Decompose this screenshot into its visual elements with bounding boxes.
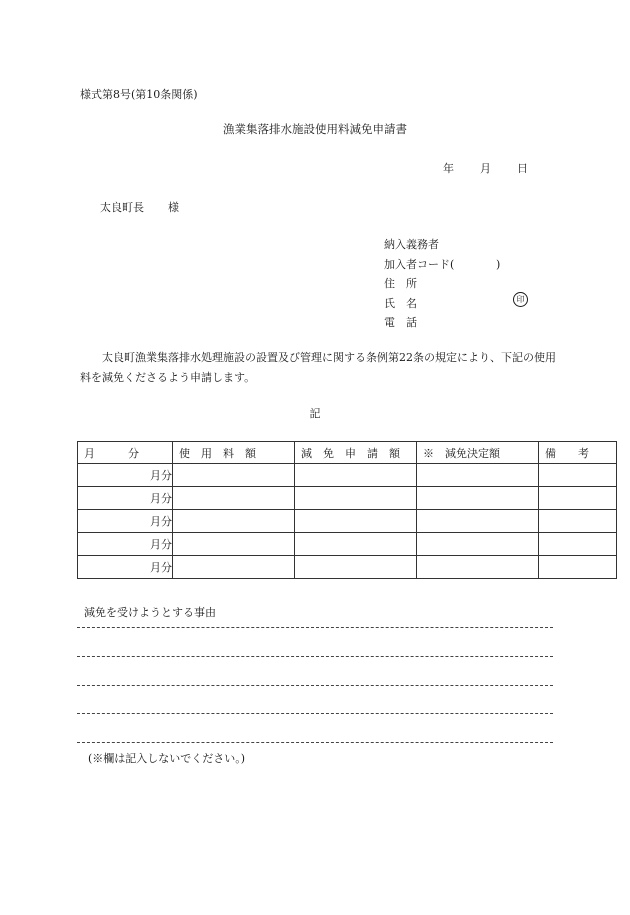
month-cell[interactable]: 月分: [78, 487, 173, 510]
addressee-name: 太良町長: [100, 201, 144, 214]
remarks-cell[interactable]: [539, 510, 617, 533]
reason-line-1[interactable]: [77, 627, 553, 628]
usage-fee-cell[interactable]: [173, 556, 295, 579]
reason-line-5[interactable]: [77, 742, 553, 743]
addressee-honorific: 様: [168, 201, 179, 214]
header-usage-fee: 使 用 料 額: [173, 442, 295, 464]
reduction-decision-cell[interactable]: [417, 464, 539, 487]
reduction-request-cell[interactable]: [295, 556, 417, 579]
header-reduction-decision: ※ 減免決定額: [417, 442, 539, 464]
header-remarks: 備 考: [539, 442, 617, 464]
month-cell[interactable]: 月分: [78, 556, 173, 579]
applicant-code-row[interactable]: [384, 255, 501, 275]
table-row: [78, 510, 617, 533]
reason-line-2[interactable]: [77, 656, 553, 657]
form-number: 様式第8号(第10条関係): [80, 88, 198, 101]
date-year-label: 年: [443, 162, 454, 175]
usage-fee-cell[interactable]: [173, 510, 295, 533]
date-day-label: 日: [517, 162, 528, 175]
applicant-phone-label[interactable]: 電 話: [384, 316, 417, 329]
reduction-decision-cell[interactable]: [417, 510, 539, 533]
reason-label: 減免を受けようとする事由: [84, 606, 216, 619]
applicant-code-close: ): [496, 257, 501, 271]
usage-fee-cell[interactable]: [173, 464, 295, 487]
month-cell[interactable]: 月分: [78, 510, 173, 533]
reduction-decision-cell[interactable]: [417, 487, 539, 510]
table-row: [78, 487, 617, 510]
reduction-request-cell[interactable]: [295, 533, 417, 556]
table-row: [78, 464, 617, 487]
ki-heading: 記: [309, 407, 321, 420]
usage-fee-cell[interactable]: [173, 533, 295, 556]
remarks-cell[interactable]: [539, 487, 617, 510]
applicant-name-label[interactable]: 氏 名: [384, 296, 417, 310]
applicant-header: 納入義務者: [384, 238, 439, 251]
month-cell[interactable]: 月分: [78, 533, 173, 556]
usage-fee-cell[interactable]: [173, 487, 295, 510]
reduction-decision-cell[interactable]: [417, 533, 539, 556]
date-month-label: 月: [480, 162, 491, 175]
reduction-request-cell[interactable]: [295, 487, 417, 510]
applicant-block: [384, 235, 501, 333]
seal-icon: 印: [513, 292, 528, 307]
reason-line-3[interactable]: [77, 685, 553, 686]
form-title: 漁業集落排水施設使用料減免申請書: [223, 122, 407, 136]
table-row: [78, 533, 617, 556]
applicant-code-label: 加入者コード(: [384, 257, 455, 271]
footnote: (※欄は記入しないでください。): [88, 752, 246, 765]
reason-line-4[interactable]: [77, 713, 553, 714]
month-cell[interactable]: 月分: [78, 464, 173, 487]
reduction-request-cell[interactable]: [295, 510, 417, 533]
addressee: [100, 199, 179, 215]
remarks-cell[interactable]: [539, 533, 617, 556]
header-month: 月 分: [78, 442, 173, 464]
remarks-cell[interactable]: [539, 556, 617, 579]
fee-table-header-row: [78, 442, 617, 464]
header-reduction-request: 減 免 申 請 額: [295, 442, 417, 464]
reduction-request-cell[interactable]: [295, 464, 417, 487]
fee-table: [77, 441, 617, 579]
applicant-address-label[interactable]: 住 所: [384, 277, 417, 290]
table-row: [78, 556, 617, 579]
remarks-cell[interactable]: [539, 464, 617, 487]
reduction-decision-cell[interactable]: [417, 556, 539, 579]
request-body-text: 太良町漁業集落排水処理施設の設置及び管理に関する条例第22条の規定により、下記の使用料を減免くださるよう申請します。: [80, 351, 556, 384]
